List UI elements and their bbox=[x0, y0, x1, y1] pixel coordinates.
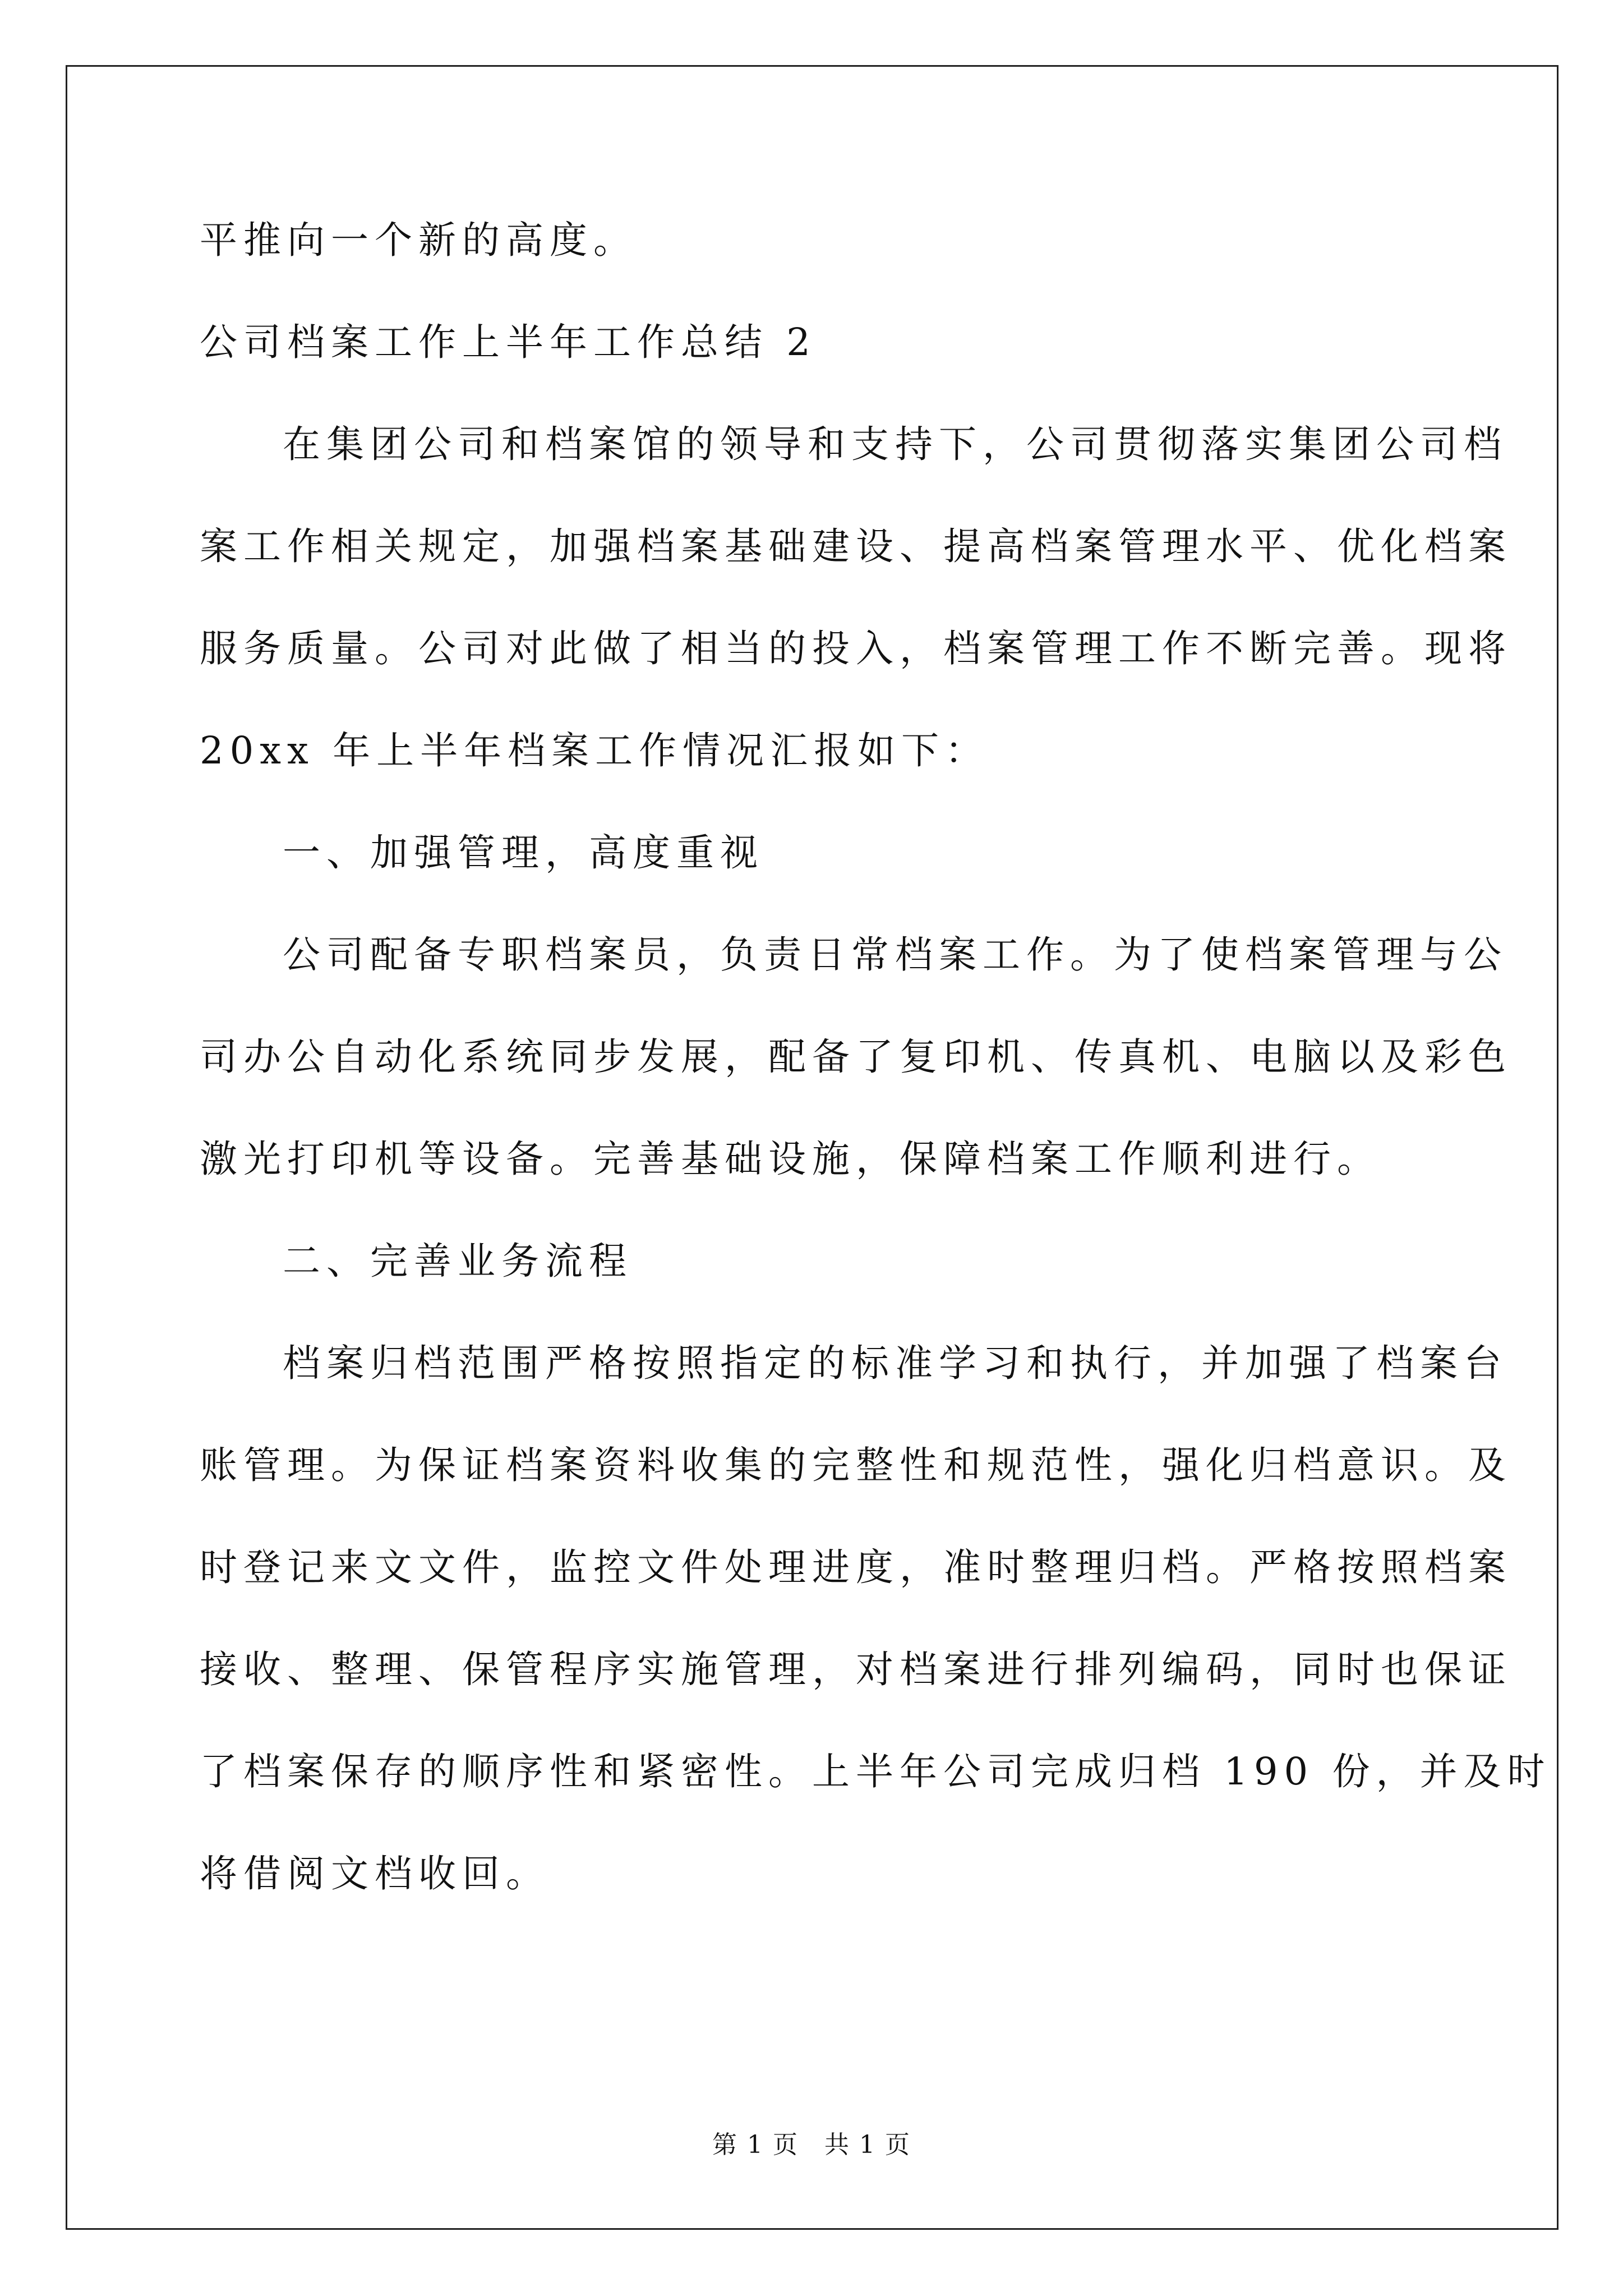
heading-2: 二、完善业务流程 bbox=[283, 1239, 633, 1283]
text-line: 账管理。为保证档案资料收集的完整性和规范性，强化归档意识。及 bbox=[200, 1443, 1512, 1487]
text-line: 司办公自动化系统同步发展，配备了复印机、传真机、电脑以及彩色 bbox=[200, 1035, 1512, 1079]
text-line: 平推向一个新的高度。 bbox=[200, 218, 637, 262]
text-line: 接收、整理、保管程序实施管理，对档案进行排列编码，同时也保证 bbox=[200, 1648, 1512, 1691]
text-line: 在集团公司和档案馆的领导和支持下，公司贯彻落实集团公司档 bbox=[283, 422, 1507, 466]
page-number-footer: 第 1 页 共 1 页 bbox=[712, 2131, 911, 2159]
text-line: 了档案保存的顺序性和紧密性。上半年公司完成归档 190 份，并及时 bbox=[200, 1750, 1551, 1793]
text-line: 公司配备专职档案员，负责日常档案工作。为了使档案管理与公 bbox=[283, 933, 1507, 977]
text-line: 案工作相关规定，加强档案基础建设、提高档案管理水平、优化档案 bbox=[200, 524, 1512, 568]
text-line: 档案归档范围严格按照指定的标准学习和执行，并加强了档案台 bbox=[283, 1341, 1507, 1385]
text-line: 服务质量。公司对此做了相当的投入，档案管理工作不断完善。现将 bbox=[200, 627, 1512, 670]
section-title: 公司档案工作上半年工作总结 2 bbox=[200, 320, 817, 364]
heading-1: 一、加强管理，高度重视 bbox=[283, 831, 764, 875]
document-body bbox=[200, 215, 1551, 1950]
text-line: 20xx 年上半年档案工作情况汇报如下： bbox=[200, 729, 989, 772]
text-line: 将借阅文档收回。 bbox=[200, 1852, 550, 1895]
text-line: 时登记来文文件，监控文件处理进度，准时整理归档。严格按照档案 bbox=[200, 1545, 1512, 1589]
text-line: 激光打印机等设备。完善基础设施，保障档案工作顺利进行。 bbox=[200, 1137, 1381, 1181]
